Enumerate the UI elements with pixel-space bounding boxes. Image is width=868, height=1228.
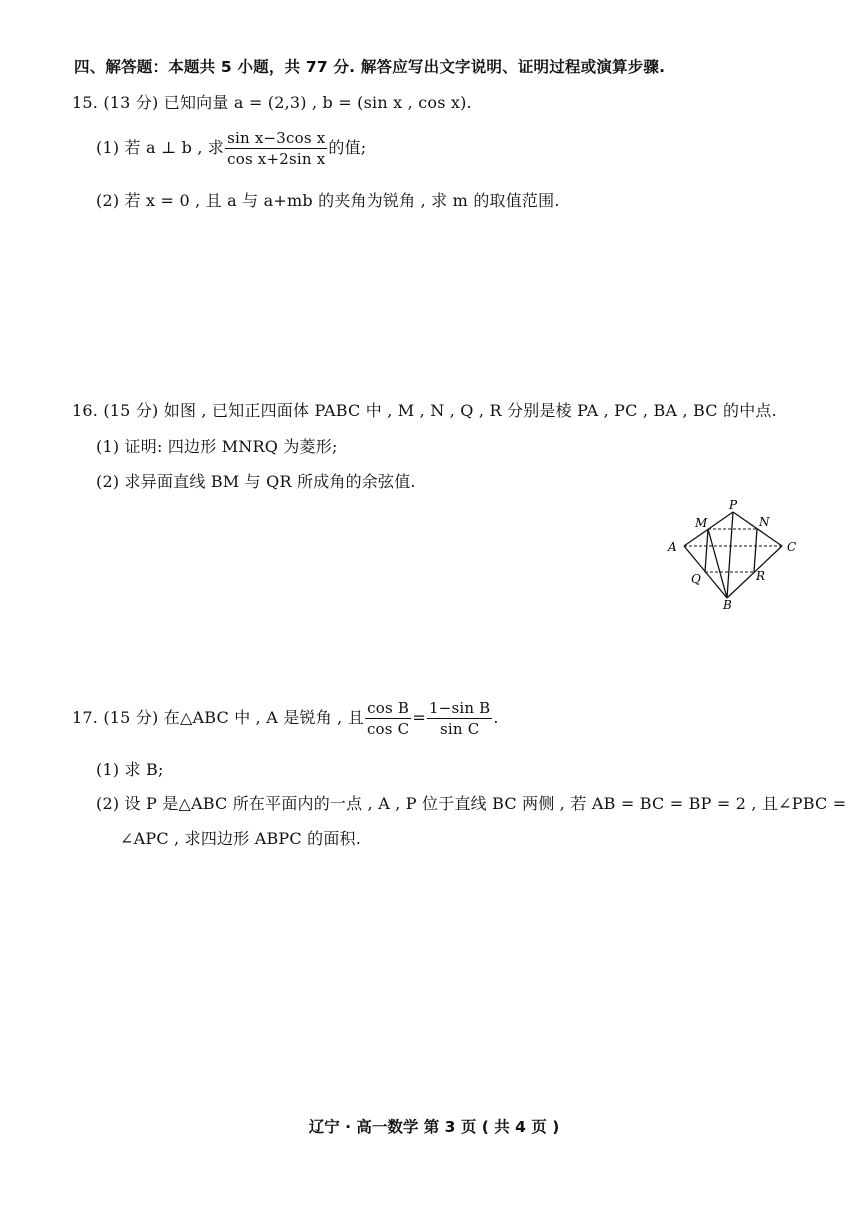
q15-fraction	[225, 128, 327, 169]
label-C: C	[787, 540, 797, 554]
label-A: A	[668, 540, 677, 554]
q15-fraction-numerator: sin x−3cos x	[227, 129, 326, 147]
q15-part1-suffix: 的值;	[328, 138, 367, 157]
q17-fraction-left	[365, 698, 411, 739]
label-P: P	[729, 498, 738, 512]
section-heading: 四、解答题：本题共 5 小题，共 77 分. 解答应写出文字说明、证明过程或演算步骤.	[74, 58, 666, 76]
q17-frac1-numerator: cos B	[365, 698, 411, 719]
q15-stem: 15. (13 分) 已知向量 a = (2,3) , b = (sin x , cos x).	[72, 93, 472, 112]
q17-stem	[72, 698, 499, 739]
tetrahedron-figure	[662, 496, 812, 616]
q17-fraction-right	[427, 698, 492, 739]
q16-part2: (2) 求异面直线 BM 与 QR 所成角的余弦值.	[96, 472, 416, 491]
page-footer: 辽宁 · 高一数学 第 3 页 ( 共 4 页 )	[308, 1118, 560, 1136]
q17-part2-line2: ∠APC , 求四边形 ABPC 的面积.	[120, 829, 362, 848]
q16-stem: 16. (15 分) 如图 , 已知正四面体 PABC 中 , M , N , Q , R 分别是棱 PA , PC , BA , BC 的中点.	[72, 401, 777, 420]
q17-part2-line1: (2) 设 P 是△ABC 所在平面内的一点 , A , P 位于直线 BC 两侧 , 若 AB = BC = BP = 2 , 且∠PBC =	[96, 794, 847, 813]
q17-frac1-denominator: cos C	[366, 720, 410, 738]
q15-part1	[96, 128, 366, 169]
q17-equals: =	[412, 708, 426, 727]
q15-part1-prefix: (1) 若 a ⊥ b , 求	[96, 138, 225, 157]
label-N: N	[759, 515, 770, 529]
q17-frac2-numerator: 1−sin B	[428, 699, 491, 717]
label-B: B	[723, 598, 732, 612]
label-Q: Q	[691, 572, 701, 586]
q15-part2: (2) 若 x = 0 , 且 a 与 a+mb 的夹角为锐角 , 求 m 的取值范围.	[96, 191, 560, 210]
q16-part1: (1) 证明: 四边形 MNRQ 为菱形;	[96, 437, 338, 456]
q17-frac2-denominator: sin C	[439, 720, 480, 738]
q17-part1: (1) 求 B;	[96, 760, 164, 779]
label-M: M	[695, 516, 708, 530]
q15-fraction-denominator: cos x+2sin x	[227, 150, 326, 168]
q17-stem-prefix: 17. (15 分) 在△ABC 中 , A 是锐角 , 且	[72, 708, 364, 727]
q17-stem-suffix: .	[493, 708, 499, 727]
label-R: R	[756, 569, 766, 583]
